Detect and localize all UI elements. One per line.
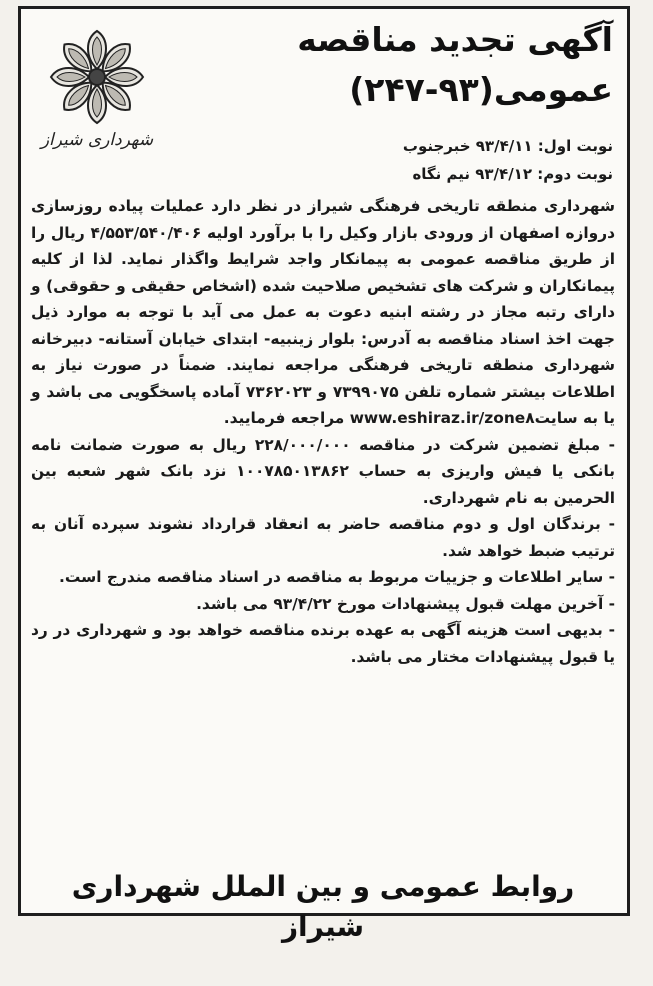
intro-text: شهرداری منطقه تاریخی فرهنگی شیراز در نظر دارد عملیات پیاده روزسازی دروازه اصفهان از ورودی بازار وکیل را با برآورد اولیه ۴/۵۵۳/۵۴۰/۴۰۶ ریال را از طریق مناقصه عمومی به پیمانکار واجد شرایط واگذار نماید. لذا از کلیه پیمانکاران و شرکت های تشخیص صلاحیت شده (اشخاص حقیقی و حقوقی) و دارای رتبه مجاز در رشته ابنیه دعوت به عمل می آید با توجه به موارد ذیل جهت اخذ اسناد مناقصه به آدرس: بلوار زینبیه- ابتدای خیابان آستانه- دبیرخانه شهرداری منطقه تاریخی فرهنگی مراجعه نمایند. ضمناً در صورت نیاز به اطلاعات بیشتر شماره تلفن ۷۳۹۹۰۷۵ و ۷۳۶۲۰۲۳ آماده پاسخگویی می باشد و یا به سایت — [31, 197, 615, 427]
title-line-1: آگهی تجدید مناقصه — [297, 20, 613, 59]
notice-title — [173, 15, 613, 115]
deadline-item: - آخرین مهلت قبول پیشنهادات مورخ ۹۳/۴/۲۲ می باشد. — [196, 594, 615, 613]
title-line-2: عمومی(۹۳-۲۴۷) — [349, 70, 613, 109]
second-issue: نوبت دوم: ۹۳/۴/۱۲ نیم نگاه — [412, 165, 613, 183]
logo-text: شهرداری شیراز — [40, 130, 154, 150]
intro-end: مراجعه فرمایید. — [223, 409, 350, 427]
notice-frame — [18, 6, 630, 943]
intro-paragraph — [31, 193, 615, 432]
forfeit-item: - برندگان اول و دوم مناقصه حاضر به انعقاد قرارداد نشوند سپرده آنان به ترتیب ضبط خواهد شد. — [31, 515, 615, 560]
details-item: - سایر اطلاعات و جزییات مربوط به مناقصه در اسناد مناقصه مندرج است. — [58, 568, 615, 586]
notice-body — [31, 193, 615, 670]
guarantee-item: - مبلغ تضمین شرکت در مناقصه ۲۲۸/۰۰۰/۰۰۰ ریال به صورت ضمانت نامه بانکی یا فیش واریزی به حساب ۱۰۰۷۸۵۰۱۳۸۶۲ نزد بانک شهر شعبه بین الحرمین به نام شهرداری. — [31, 435, 616, 507]
cost-item: - بدیهی است هزینه آگهی به عهده برنده مناقصه خواهد بود و شهرداری در رد یا قبول پیشنهادات مختار می باشد. — [31, 621, 615, 666]
website-link[interactable]: www.eshiraz.ir/zone۸ — [349, 409, 535, 427]
first-issue: نوبت اول: ۹۳/۴/۱۱ خبرجنوب — [402, 137, 613, 155]
signature: روابط عمومی و بین الملل شهرداری شیراز — [71, 870, 575, 943]
shiraz-municipality-logo — [27, 27, 167, 157]
